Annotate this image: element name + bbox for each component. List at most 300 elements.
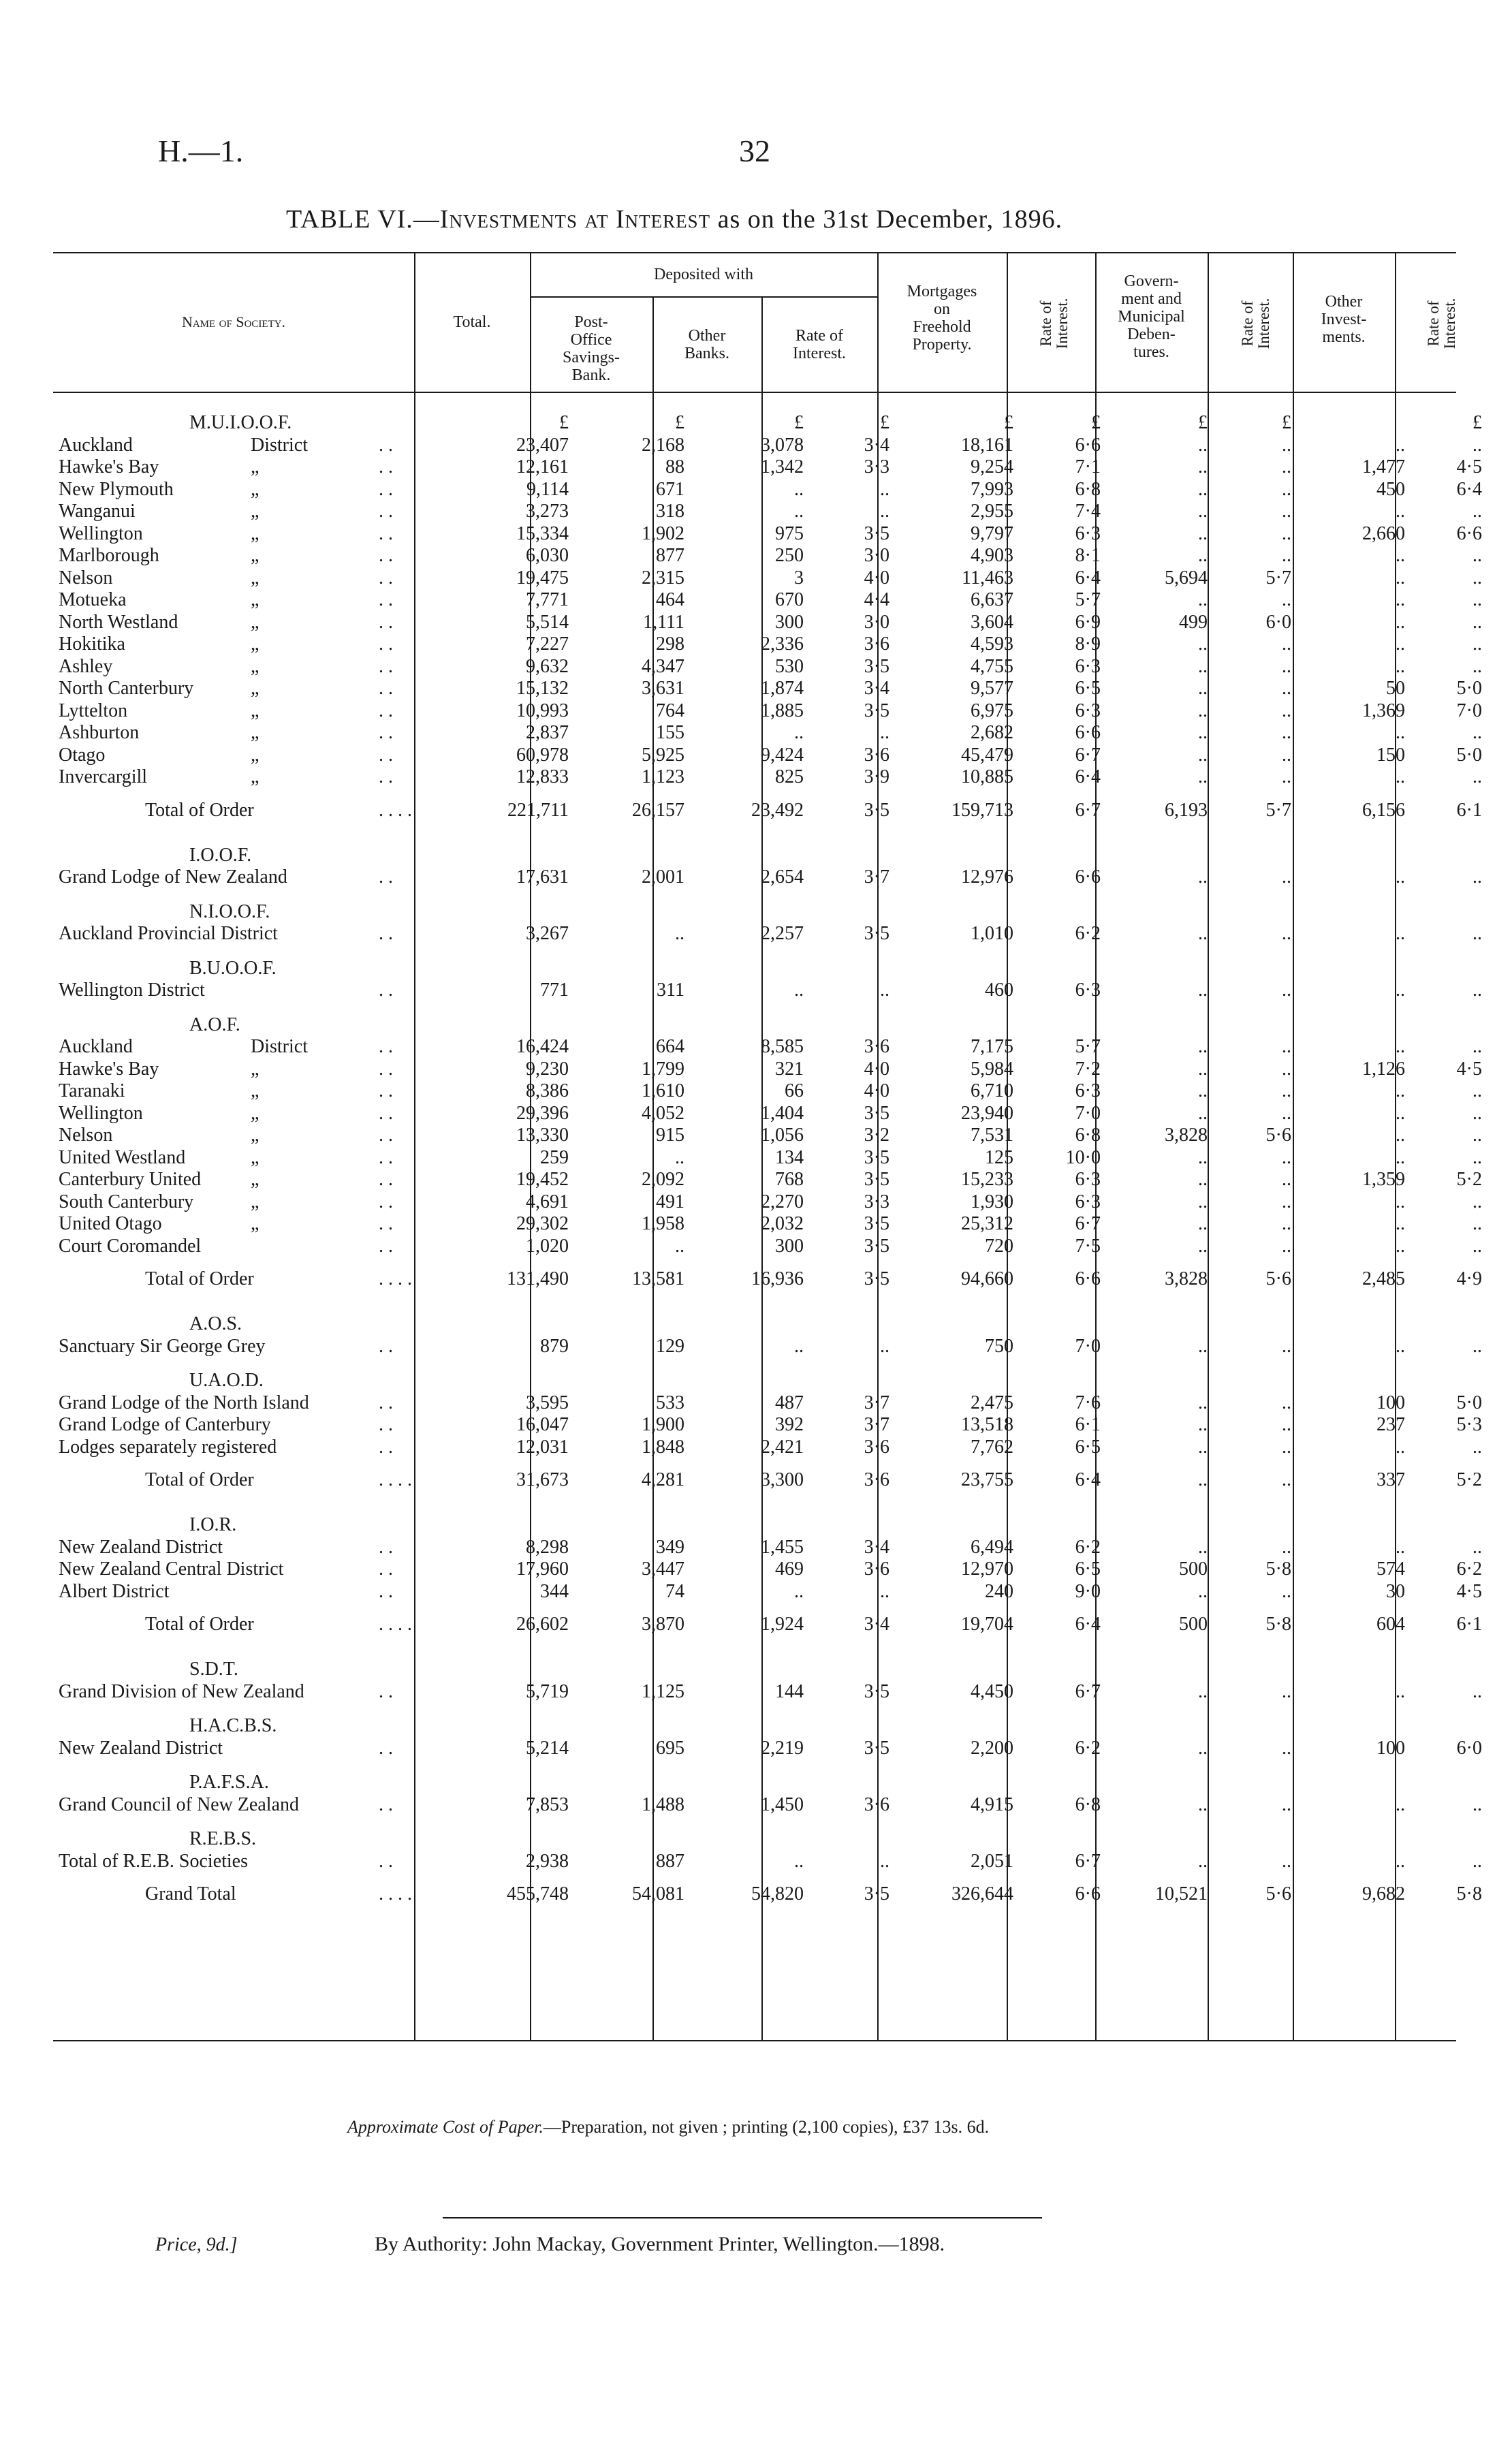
- district-label: „: [251, 1125, 259, 1146]
- cell-c4: ..: [880, 1580, 889, 1602]
- leader-dots: . .: [379, 1169, 393, 1190]
- cell-c1: 3,273: [526, 501, 569, 522]
- district-label: „: [251, 1191, 259, 1212]
- table-row: [53, 678, 1482, 700]
- cell-c9: 100: [1376, 1392, 1405, 1413]
- society-name: New Plymouth: [59, 478, 174, 500]
- cell-c6: 6·7: [1075, 1850, 1101, 1872]
- leader-dots: . .: [379, 866, 393, 888]
- table-row: [53, 1536, 1482, 1558]
- cell-c7: ..: [1198, 700, 1208, 721]
- cell-c7: 5,694: [1165, 567, 1208, 589]
- cell-c3: 2,032: [761, 1213, 804, 1234]
- cell-c2: 54,081: [632, 1883, 684, 1904]
- cell-c10: ..: [1472, 1793, 1482, 1815]
- cell-c10: 7·0: [1456, 700, 1482, 721]
- cell-c4: 3·5: [864, 1883, 889, 1904]
- currency-symbol: £: [880, 412, 889, 433]
- society-name: Lyttelton: [59, 700, 128, 721]
- cell-c3: ..: [794, 501, 804, 522]
- cell-c10: ..: [1472, 1850, 1482, 1872]
- cell-c5: 4,915: [971, 1793, 1013, 1815]
- cell-c2: 2,168: [642, 434, 684, 456]
- cell-c1: 17,631: [516, 866, 569, 888]
- cell-c4: 3·5: [864, 1737, 889, 1759]
- cell-c9: 450: [1376, 478, 1405, 500]
- cell-c5: 460: [985, 979, 1013, 1001]
- colhead-total: Total.: [453, 313, 491, 331]
- society-name: Hokitika: [59, 633, 125, 655]
- cell-c7: ..: [1198, 1436, 1208, 1458]
- cost-note: [347, 2117, 989, 2137]
- cell-c7: ..: [1198, 1414, 1208, 1435]
- cell-c2: 13,581: [632, 1268, 684, 1289]
- district-label: „: [251, 501, 259, 522]
- group-name: I.O.O.F.: [189, 844, 252, 866]
- cell-c6: 6·7: [1075, 799, 1101, 821]
- cell-c8: 5·6: [1265, 1268, 1291, 1289]
- leader-dots: . .: [379, 766, 393, 787]
- cell-c3: 250: [775, 545, 804, 566]
- cell-c5: 15,233: [961, 1169, 1013, 1190]
- cell-c2: 3,447: [642, 1558, 684, 1580]
- table-row: [53, 1146, 1482, 1169]
- cell-c4: ..: [880, 1335, 889, 1357]
- table-row: [53, 522, 1482, 545]
- cell-c8: ..: [1282, 1235, 1291, 1257]
- cell-c1: 12,161: [516, 456, 569, 477]
- cell-c9: ..: [1396, 589, 1405, 610]
- title-tail: as on the 31st December, 1896.: [710, 205, 1063, 234]
- total-label: Total of Order: [145, 1268, 254, 1289]
- cell-c4: 3·5: [864, 655, 889, 677]
- cell-c4: 3·4: [864, 434, 889, 456]
- society-name: Hawke's Bay: [59, 1058, 159, 1080]
- cell-c7: ..: [1198, 1737, 1208, 1759]
- cell-c2: 664: [656, 1036, 684, 1057]
- cell-c7: 3,828: [1165, 1268, 1208, 1289]
- cell-c3: 9,424: [761, 744, 804, 766]
- leader-dots: . .: [379, 1058, 393, 1080]
- table-row: [53, 611, 1482, 633]
- cell-c8: ..: [1282, 1850, 1291, 1872]
- table-row: [53, 589, 1482, 611]
- leader-dots: . .: [379, 1036, 393, 1057]
- cell-c3: 975: [775, 522, 804, 544]
- cell-c6: 6·3: [1075, 1191, 1101, 1212]
- cell-c1: 12,031: [516, 1436, 569, 1458]
- society-name: Otago: [59, 744, 106, 766]
- leader-dots: . .: [379, 456, 393, 477]
- leader-dots: . .: [379, 1850, 393, 1872]
- district-label: „: [251, 589, 259, 610]
- cell-c1: 19,475: [516, 567, 569, 589]
- colhead-line: Interest.: [793, 345, 846, 362]
- cell-c2: 671: [656, 478, 684, 500]
- group-header-row: [53, 1828, 1456, 1850]
- society-name: Ashburton: [59, 722, 140, 743]
- currency-symbol: £: [1282, 412, 1291, 433]
- cell-c4: 3·5: [864, 923, 889, 944]
- cell-c10: ..: [1472, 1102, 1482, 1124]
- cell-c2: ..: [675, 923, 684, 944]
- cell-c8: ..: [1282, 1058, 1291, 1080]
- cell-c2: 533: [656, 1392, 684, 1413]
- cell-c4: 3·7: [864, 866, 889, 888]
- district-label: „: [251, 655, 259, 677]
- colhead-rate3: Rate of Interest.: [1239, 298, 1272, 349]
- colhead-line: Post-: [574, 313, 608, 331]
- cell-c3: 768: [775, 1169, 804, 1190]
- society-name: United Westland: [59, 1146, 186, 1168]
- title-lead: TABLE VI.—: [286, 205, 440, 234]
- cell-c8: ..: [1282, 1737, 1291, 1759]
- district-label: „: [251, 567, 259, 589]
- cell-c10: ..: [1472, 722, 1482, 743]
- cell-c1: 60,978: [516, 744, 569, 766]
- cell-c1: 7,227: [526, 633, 569, 655]
- society-name: Canterbury United: [59, 1169, 202, 1190]
- total-row: [53, 1883, 1482, 1905]
- currency-symbol: £: [794, 412, 804, 433]
- cell-c2: 695: [656, 1737, 684, 1759]
- cell-c8: ..: [1282, 1213, 1291, 1234]
- currency-symbol: £: [1004, 412, 1013, 433]
- cell-c7: ..: [1198, 1102, 1208, 1124]
- cell-c7: ..: [1198, 633, 1208, 655]
- cell-c7: ..: [1198, 1536, 1208, 1558]
- cell-c3: ..: [794, 1850, 804, 1872]
- cell-c8: ..: [1282, 633, 1291, 655]
- group-name: R.E.B.S.: [189, 1828, 257, 1849]
- cell-c8: ..: [1282, 766, 1291, 787]
- leader-dots: . .: [379, 1080, 393, 1101]
- cell-c2: ..: [675, 1235, 684, 1257]
- colhead-line: Bank.: [571, 366, 611, 384]
- cell-c6: 6·3: [1075, 979, 1101, 1001]
- cell-c10: ..: [1472, 611, 1482, 633]
- cell-c3: 300: [775, 1235, 804, 1257]
- society-name: Nelson: [59, 567, 113, 589]
- cell-c2: 887: [656, 1850, 684, 1872]
- cell-c4: 3·4: [864, 1614, 889, 1635]
- cell-c4: 3·5: [864, 1169, 889, 1190]
- cell-c9: 2,485: [1362, 1268, 1405, 1289]
- cell-c8: ..: [1282, 545, 1291, 566]
- cell-c4: 3·6: [864, 1436, 889, 1458]
- cell-c8: ..: [1282, 1536, 1291, 1558]
- cell-c2: 1,848: [642, 1436, 684, 1458]
- cell-c6: 5·7: [1075, 1036, 1101, 1057]
- table-row: [53, 1036, 1482, 1058]
- cell-c7: ..: [1198, 744, 1208, 766]
- cell-c5: 9,577: [971, 678, 1013, 699]
- cell-c3: 670: [775, 589, 804, 610]
- society-name: Albert District: [59, 1580, 170, 1602]
- table-row: [53, 1058, 1482, 1080]
- cell-c10: ..: [1472, 923, 1482, 944]
- cell-c8: ..: [1282, 501, 1291, 522]
- cell-c3: 2,257: [761, 923, 804, 944]
- cell-c2: 1,902: [642, 522, 684, 544]
- cell-c8: ..: [1282, 979, 1291, 1001]
- group-header-row: [53, 1370, 1456, 1392]
- leader-dots: . .: [379, 611, 393, 633]
- cell-c6: 6·4: [1075, 567, 1101, 589]
- cell-c4: 3·6: [864, 1036, 889, 1057]
- table-row: [53, 1793, 1482, 1816]
- cell-c9: 2,660: [1362, 522, 1405, 544]
- district-label: „: [251, 1058, 259, 1080]
- cell-c4: 3·7: [864, 1392, 889, 1413]
- cell-c9: ..: [1396, 1125, 1405, 1146]
- cell-c3: ..: [794, 1580, 804, 1602]
- cell-c6: 8·1: [1075, 545, 1101, 566]
- cell-c3: 134: [775, 1146, 804, 1168]
- society-name: North Canterbury: [59, 678, 194, 699]
- group-name: I.O.R.: [189, 1514, 237, 1535]
- leader-dots: . .: [379, 1680, 393, 1702]
- leader-dots: . . . .: [379, 1883, 412, 1904]
- total-label: Total of Order: [145, 799, 254, 821]
- colhead-line: Govern-: [1124, 272, 1179, 290]
- district-label: „: [251, 766, 259, 787]
- cell-c9: 6,156: [1362, 799, 1405, 821]
- colhead-rate4: Rate of Interest.: [1425, 298, 1458, 349]
- cell-c6: 6·9: [1075, 611, 1101, 633]
- table-title: [286, 204, 1062, 234]
- cell-c9: ..: [1396, 1213, 1405, 1234]
- society-name: Auckland: [59, 434, 133, 456]
- leader-dots: . . . .: [379, 1268, 412, 1289]
- group-header-row: [53, 1772, 1456, 1793]
- district-label: „: [251, 744, 259, 766]
- district-label: „: [251, 1146, 259, 1168]
- cell-c5: 12,976: [961, 866, 1013, 888]
- cell-c8: ..: [1282, 434, 1291, 456]
- total-label: Total of Order: [145, 1469, 254, 1490]
- table-row: [53, 1213, 1482, 1235]
- cell-c10: ..: [1472, 655, 1482, 677]
- leader-dots: . .: [379, 700, 393, 721]
- colhead-line: Invest-: [1321, 311, 1367, 328]
- leader-dots: . . . .: [379, 1614, 412, 1635]
- society-name: Grand Lodge of the North Island: [59, 1392, 309, 1413]
- cell-c8: ..: [1282, 1036, 1291, 1057]
- cell-c7: ..: [1198, 1213, 1208, 1234]
- cell-c3: 144: [775, 1680, 804, 1702]
- cell-c6: 6·6: [1075, 434, 1101, 456]
- society-name: Wanganui: [59, 501, 136, 522]
- cell-c3: 8,585: [761, 1036, 804, 1057]
- cell-c1: 29,396: [516, 1102, 569, 1124]
- cell-c3: 825: [775, 766, 804, 787]
- cell-c3: 2,270: [761, 1191, 804, 1212]
- cell-c5: 720: [985, 1235, 1013, 1257]
- cell-c9: 50: [1386, 678, 1405, 699]
- society-name: Auckland: [59, 1036, 133, 1057]
- table-row: [53, 456, 1482, 478]
- cell-c9: ..: [1396, 1536, 1405, 1558]
- cell-c4: 3·4: [864, 678, 889, 699]
- cell-c10: ..: [1472, 1680, 1482, 1702]
- cell-c8: ..: [1282, 700, 1291, 721]
- cell-c1: 12,833: [516, 766, 569, 787]
- cell-c6: 6·4: [1075, 766, 1101, 787]
- cell-c7: 6,193: [1165, 799, 1208, 821]
- cell-c1: 10,993: [516, 700, 569, 721]
- cell-c2: 4,052: [642, 1102, 684, 1124]
- leader-dots: . .: [379, 1558, 393, 1580]
- deposited-subrule: [530, 296, 877, 298]
- cell-c10: ..: [1472, 567, 1482, 589]
- district-label: District: [251, 434, 308, 456]
- currency-symbol: £: [1091, 412, 1101, 433]
- colhead-other-banks: [652, 327, 761, 362]
- group-name: A.O.S.: [189, 1313, 242, 1334]
- cell-c7: ..: [1198, 589, 1208, 610]
- cell-c4: 3·5: [864, 1213, 889, 1234]
- group-name: M.U.I.O.O.F.: [189, 412, 292, 433]
- cell-c3: 1,404: [761, 1102, 804, 1124]
- cell-c3: 23,492: [751, 799, 804, 821]
- cell-c8: ..: [1282, 1414, 1291, 1435]
- cell-c10: ..: [1472, 1235, 1482, 1257]
- table-row: [53, 1080, 1482, 1102]
- table-row: [53, 1102, 1482, 1125]
- cell-c1: 26,602: [516, 1614, 569, 1635]
- cell-c9: 1,477: [1362, 456, 1405, 477]
- district-label: „: [251, 722, 259, 743]
- cell-c1: 19,452: [516, 1169, 569, 1190]
- cell-c7: ..: [1198, 1058, 1208, 1080]
- society-name: Nelson: [59, 1125, 113, 1146]
- cell-c9: 1,359: [1362, 1169, 1405, 1190]
- cell-c10: 5·0: [1456, 678, 1482, 699]
- cell-c4: 3·3: [864, 1191, 889, 1212]
- cell-c10: 6·1: [1456, 1614, 1482, 1635]
- table-row: [53, 866, 1482, 888]
- leader-dots: . .: [379, 434, 393, 456]
- cell-c3: 16,936: [751, 1268, 804, 1289]
- cell-c5: 125: [985, 1146, 1013, 1168]
- cell-c3: 487: [775, 1392, 804, 1413]
- cell-c4: 3·5: [864, 1268, 889, 1289]
- cell-c9: ..: [1396, 1191, 1405, 1212]
- cell-c9: 1,126: [1362, 1058, 1405, 1080]
- cell-c8: ..: [1282, 655, 1291, 677]
- table-row: [53, 744, 1482, 766]
- cell-c1: 15,334: [516, 522, 569, 544]
- cell-c4: 3·6: [864, 744, 889, 766]
- total-row: [53, 1614, 1482, 1635]
- cell-c3: 2,421: [761, 1436, 804, 1458]
- cell-c5: 2,200: [971, 1737, 1013, 1759]
- cell-c1: 2,938: [526, 1850, 569, 1872]
- cell-c6: 6·3: [1075, 700, 1101, 721]
- colhead-line: Savings-: [563, 349, 620, 366]
- cell-c7: ..: [1198, 501, 1208, 522]
- cell-c10: ..: [1472, 866, 1482, 888]
- cell-c7: ..: [1198, 655, 1208, 677]
- leader-dots: . .: [379, 744, 393, 766]
- cell-c6: 6·5: [1075, 1558, 1101, 1580]
- cell-c4: 4·0: [864, 1080, 889, 1101]
- cell-c7: ..: [1198, 766, 1208, 787]
- table-row: [53, 979, 1482, 1001]
- colhead-line: Municipal: [1118, 308, 1185, 326]
- group-header-row: [53, 958, 1456, 979]
- cell-c5: 6,710: [971, 1080, 1013, 1101]
- cell-c5: 94,660: [961, 1268, 1013, 1289]
- colhead-rate2: Rate of Interest.: [1037, 298, 1071, 349]
- society-name: Invercargill: [59, 766, 148, 787]
- cell-c1: 221,711: [507, 799, 569, 821]
- cell-c9: ..: [1396, 1793, 1405, 1815]
- leader-dots: . .: [379, 1536, 393, 1558]
- cell-c1: 2,837: [526, 722, 569, 743]
- society-name: Hawke's Bay: [59, 456, 159, 477]
- group-name: B.U.O.O.F.: [189, 957, 277, 979]
- cell-c1: 16,424: [516, 1036, 569, 1057]
- cell-c5: 23,940: [961, 1102, 1013, 1124]
- cell-c2: 26,157: [632, 799, 684, 821]
- cell-c2: 4,347: [642, 655, 684, 677]
- cell-c1: 23,407: [516, 434, 569, 456]
- table-row: [53, 501, 1482, 522]
- cell-c4: ..: [880, 501, 889, 522]
- cell-c3: ..: [794, 979, 804, 1001]
- cell-c10: ..: [1472, 1213, 1482, 1234]
- cell-c3: 2,219: [761, 1737, 804, 1759]
- table-row: [53, 1235, 1482, 1257]
- cell-c6: 7·5: [1075, 1235, 1101, 1257]
- cell-c1: 1,020: [526, 1235, 569, 1257]
- cell-c4: 3·6: [864, 1793, 889, 1815]
- cell-c1: 131,490: [507, 1268, 569, 1289]
- cell-c2: 2,092: [642, 1169, 684, 1190]
- colhead-line: tures.: [1133, 343, 1169, 361]
- cell-c3: 321: [775, 1058, 804, 1080]
- cell-c5: 2,051: [971, 1850, 1013, 1872]
- cell-c1: 3,595: [526, 1392, 569, 1413]
- cell-c8: ..: [1282, 1392, 1291, 1413]
- leader-dots: . . . .: [379, 1469, 412, 1490]
- cell-c3: 1,342: [761, 456, 804, 477]
- leader-dots: . .: [379, 1793, 393, 1815]
- cell-c7: 500: [1179, 1614, 1208, 1635]
- cell-c10: 6·0: [1456, 1737, 1482, 1759]
- table-row: [53, 700, 1482, 722]
- leader-dots: . .: [379, 1102, 393, 1124]
- cell-c10: 4·5: [1456, 1058, 1482, 1080]
- leader-dots: . .: [379, 589, 393, 610]
- leader-dots: . .: [379, 722, 393, 743]
- cell-c1: 9,114: [526, 478, 569, 500]
- cell-c9: ..: [1396, 545, 1405, 566]
- cell-c5: 9,797: [971, 522, 1013, 544]
- society-name: New Zealand District: [59, 1737, 223, 1759]
- cell-c9: ..: [1396, 923, 1405, 944]
- cell-c5: 18,161: [961, 434, 1013, 456]
- cell-c1: 13,330: [516, 1125, 569, 1146]
- district-label: „: [251, 678, 259, 699]
- society-name: Wellington District: [59, 979, 205, 1001]
- cell-c3: 3,300: [761, 1469, 804, 1490]
- society-name: Ashley: [59, 655, 113, 677]
- currency-symbol: £: [1472, 412, 1482, 433]
- cell-c2: 1,125: [642, 1680, 684, 1702]
